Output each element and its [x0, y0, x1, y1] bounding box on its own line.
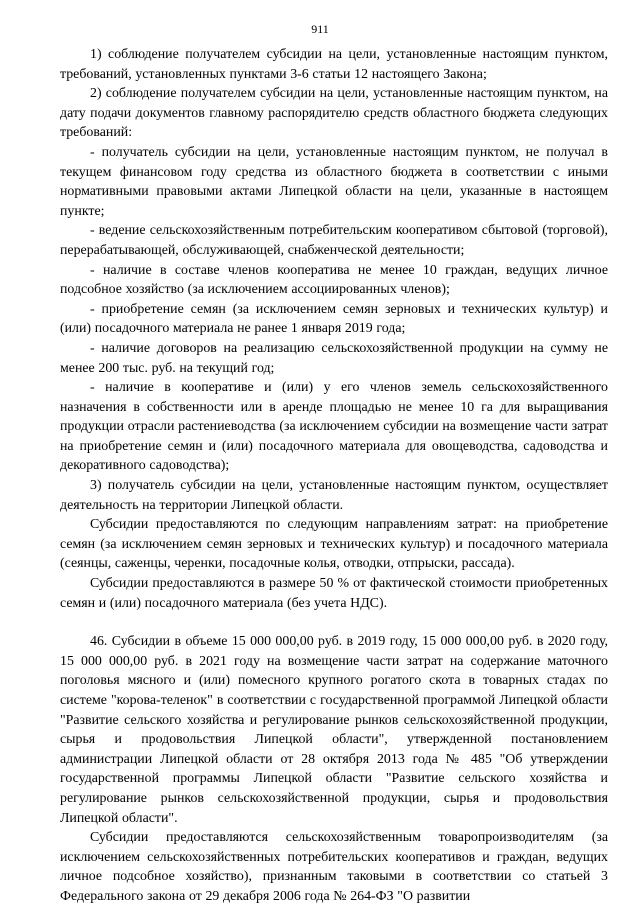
paragraph: - наличие договоров на реализацию сельскохозяйственной продукции на сумму не менее 200 тыс. руб. на текущий год; [60, 340, 608, 376]
paragraph: 3) получатель субсидии на цели, установленные настоящим пунктом, осуществляет деятельность на территории Липецкой области. [60, 478, 608, 513]
paragraph: Субсидии предоставляются сельскохозяйственным товаропроизводителям (за исключением сельскохозяйственных потребительских кооперативов и граждан, ведущих личное подсобное хозяйство), признанным таковыми в соответствии со статьей 3 Федерального закона от 29 декабря 2006 года № 264-ФЗ "О развитии [60, 830, 608, 904]
page-number: 911 [311, 22, 329, 36]
paragraph: - ведение сельскохозяйственным потребительским кооперативом сбытовой (торговой), перерабатывающей, обслуживающей, снабженческой деятельности; [60, 223, 608, 258]
paragraph-gap [60, 613, 608, 632]
document-body [60, 45, 608, 907]
paragraph: - приобретение семян (за исключением семян зерновых и технических культур) и (или) посадочного материала не ранее 1 января 2019 года; [60, 301, 608, 337]
paragraph: - получатель субсидии на цели, установленные настоящим пунктом, не получал в текущем финансовом году средства из областного бюджета в соответствии с иными нормативными правовыми актами Липецкой области на цели, указанные в настоящем пункте; [60, 144, 608, 219]
paragraph: 2) соблюдение получателем субсидии на цели, установленные настоящим пунктом, на дату подачи документов главному распорядителю средств областного бюджета следующих требований: [60, 86, 608, 141]
paragraph: - наличие в кооперативе и (или) у его членов земель сельскохозяйственного назначения в собственности или в аренде площадью не менее 10 га для выращивания продукции отрасли растениеводства (за исключением субсидии на возмещение части затрат на приобретение семян и (или) посадочного материала для овощеводства, садоводства и декоративного садоводства); [60, 380, 608, 474]
paragraph: - наличие в составе членов кооператива не менее 10 граждан, ведущих личное подсобное хозяйство (за исключением ассоциированных членов); [60, 262, 608, 298]
paragraph: Субсидии предоставляются в размере 50 % от фактической стоимости приобретенных семян и (или) посадочного материала (без учета НДС). [60, 576, 608, 611]
paragraph: Субсидии предоставляются по следующим направлениям затрат: на приобретение семян (за исключением семян зерновых и технических культур) и посадочного материала (сеянцы, саженцы, черенки, посадочные колья, отводки, отпрыски, рассада). [60, 517, 608, 572]
paragraph: 1) соблюдение получателем субсидии на цели, установленные настоящим пунктом, требований, установленных пунктами 3-6 статьи 12 настоящего Закона; [60, 47, 608, 82]
paragraph: 46. Субсидии в объеме 15 000 000,00 руб. в 2019 году, 15 000 000,00 руб. в 2020 году, 15 000 000,00 руб. в 2021 году на возмещение части затрат на содержание маточного поголовья мясного и (или) помесного крупного рогатого скота в товарных стадах по системе "корова-теленок" в соответствии с государственной программой Липецкой области "Развитие сельского хозяйства и регулирование рынков сельскохозяйственной продукции, сырья и продовольствия Липецкой области", утвержденной постановлением администрации Липецкой области от 28 октября 2013 года № 485 "Об утверждении государственной программы Липецкой области "Развитие сельского хозяйства и регулирование рынков сельскохозяйственной продукции, сырья и продовольствия Липецкой области". [60, 634, 608, 826]
